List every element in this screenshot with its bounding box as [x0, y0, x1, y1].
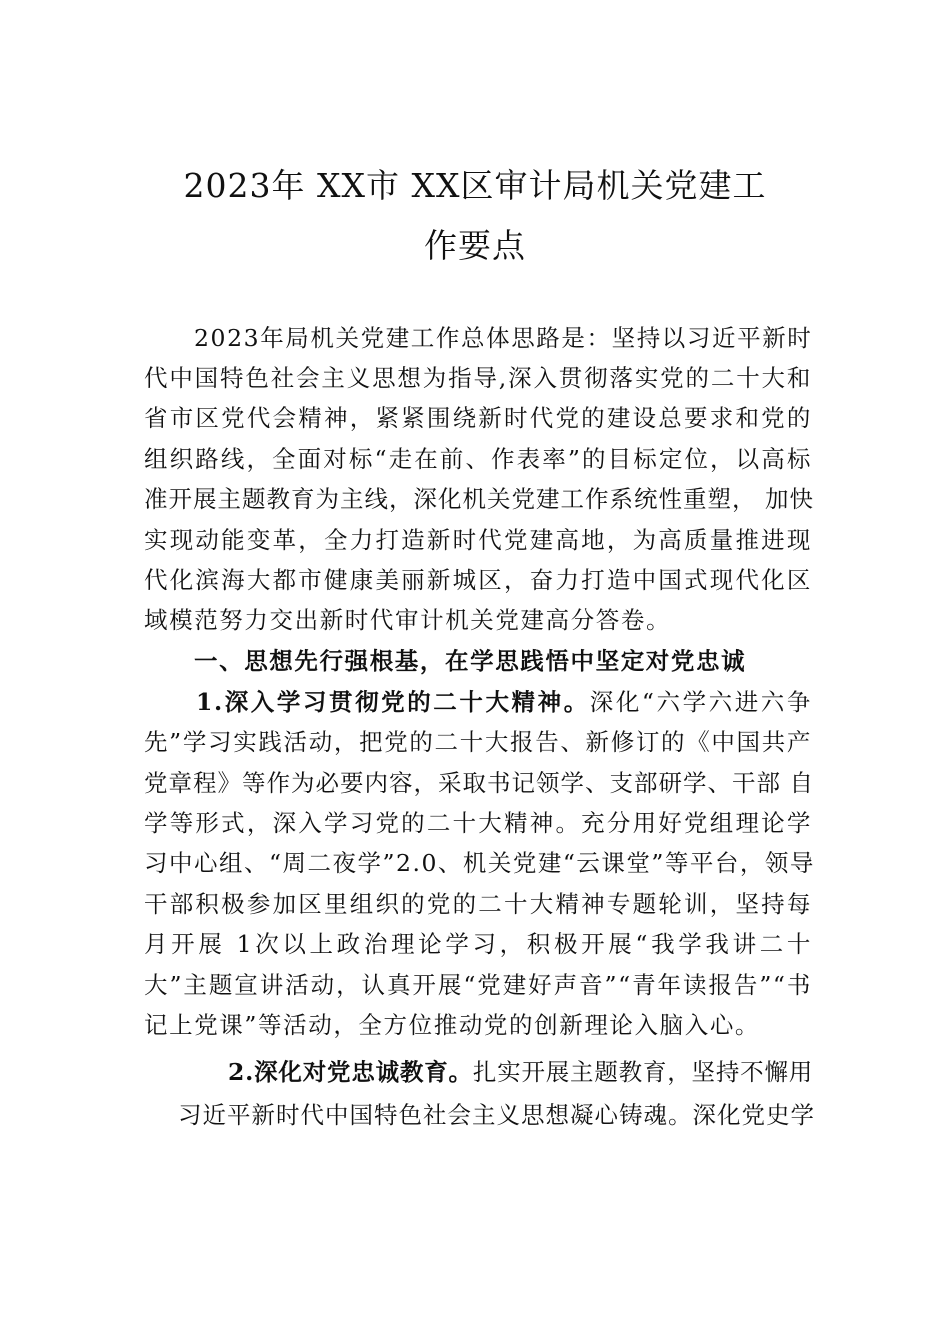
item-1-line-2: 先”学习实践活动，把党的二十大报告、新修订的《中国共产: [144, 728, 812, 756]
item-1-line-9: 记上党课”等活动，全方位推动党的创新理论入脑入心。: [144, 1011, 761, 1039]
item-2-heading: 2.深化对党忠诚教育。: [228, 1058, 473, 1086]
intro-line-7: 代化滨海大都市健康美丽新城区，奋力打造中国式现代化区: [144, 566, 812, 594]
item-1-line-5: 习中心组、“周二夜学”2.0、机关党建“云课堂”等平台，领导: [144, 849, 815, 877]
item-2-first-text: 扎实开展主题教育，坚持不懈用: [472, 1058, 814, 1086]
item-2-first-line: [228, 1056, 812, 1088]
intro-line-6: 实现动能变革，全力打造新时代党建高地，为高质量推进现: [144, 526, 812, 554]
item-1-line-6: 干部积极参加区里组织的党的二十大精神专题轮训，坚持每: [144, 890, 812, 918]
intro-line-1: 2023年局机关党建工作总体思路是：坚持以习近平新时: [194, 324, 813, 352]
intro-line-4: 组织路线，全面对标“走在前、作表率”的目标定位，以高标: [144, 445, 812, 473]
item-1-line-8: 大”主题宣讲活动，认真开展“党建好声音”“青年读报告”“书: [144, 971, 812, 999]
item-1-heading: 1.深入学习贯彻党的二十大精神。: [196, 688, 590, 716]
intro-line-5: 准开展主题教育为主线，深化机关党建工作系统性重塑， 加快: [144, 485, 814, 513]
item-1-first-line: [196, 686, 812, 718]
intro-line-3: 省市区党代会精神，紧紧围绕新时代党的建设总要求和党的: [144, 404, 812, 432]
item-2-line-2: 习近平新时代中国特色社会主义思想凝心铸魂。深化党史学: [178, 1101, 815, 1129]
item-1-first-text: 深化“六学六进六争: [589, 688, 812, 716]
section-heading-1: 一、思想先行强根基，在学思践悟中坚定对党忠诚: [194, 647, 747, 675]
document-title-line-2: 作要点: [424, 226, 526, 265]
intro-line-2: 代中国特色社会主义思想为指导,深入贯彻落实党的二十大和: [144, 364, 812, 392]
document-title-line-1: 2023年 XX市 XX区审计局机关党建工: [183, 166, 767, 205]
item-1-line-4: 学等形式，深入学习党的二十大精神。充分用好党组理论学: [144, 809, 812, 837]
item-1-line-3: 党章程》等作为必要内容，采取书记领学、支部研学、干部 自: [144, 769, 814, 797]
item-1-line-7: 月开展 1次以上政治理论学习，积极开展“我学我讲二十: [144, 930, 812, 958]
intro-line-8: 域模范努力交出新时代审计机关党建高分答卷。: [144, 606, 672, 634]
